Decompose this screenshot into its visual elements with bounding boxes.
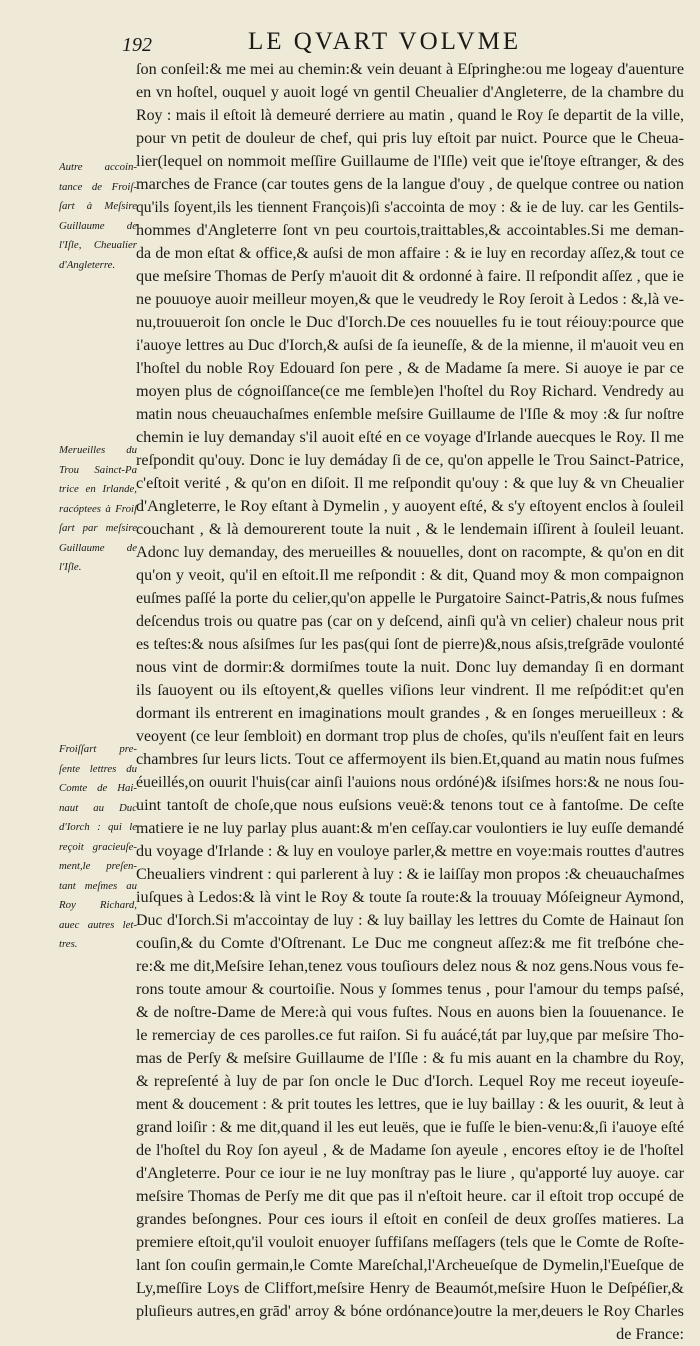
margin-note-line: l'Iſle.: [59, 561, 82, 573]
margin-note-line: d'Angleterre.: [59, 258, 116, 271]
text-line: d'Angleterre. Pour ce iour ie ne luy monſtray pas le liure , qu'apporté luy auoye. car: [136, 1164, 684, 1182]
text-line: es teſtes:& nous aſsiſmes ſur les pas(qui ſont de pierre)&,nous aſsis,treſgrāde voulonté: [136, 636, 684, 653]
margin-note-line: ſart à Meſsire: [59, 200, 137, 212]
text-line: du voyage d'Irlande : & luy en vouloye parler,& mettre en voye:mais routtes d'autres: [136, 842, 684, 860]
margin-note-line: tance de Froiſ-: [59, 180, 137, 193]
text-line: ne pouuoye auoir meilleur moyen,& que le veudredy le Roy ſeroit à Ledos : &,là ve-: [136, 290, 684, 308]
margin-note-line: ment,le preſen-: [59, 860, 137, 872]
text-line: le remerciay de ces parolles.ce fut raiſon. Si fu auácé,tát par luy,que par meſsire Tho-: [136, 1027, 684, 1044]
text-line: nu,trouueroit ſon oncle le Duc d'Iorch.De ces nouuelles fu ie tout réiouy:pource que: [136, 313, 684, 331]
margin-note-line: Merueilles du: [59, 444, 137, 456]
text-line: deſcendus trois ou quatre pas (car on y deſcend, ainſi qu'à vn celier) chaleur nous prit: [136, 613, 684, 630]
text-line: premiere eſtoit,qu'il vouloit enuoyer ſuffiſans meſſagers (tels que le Comte de Roſte-: [136, 1233, 684, 1251]
text-line: éueillés,on ouurit l'huis(car ainſi l'auions nous ordóné)& iſsiſmes hors:& ne nous ſou-: [136, 774, 684, 791]
text-line: ſon conſeil:& me mei au chemin:& vein deuant à Eſpringhe:ou me logeay d'auenture: [136, 60, 684, 78]
text-line: meſsire Thomas de Perſy me dit que pas il n'eſtoit heure. car il eſtoit trop occupé de: [136, 1187, 684, 1205]
text-line: grand loiſir : & me dit,quand il les eut leuës, que ie fuſſe le bien-venu:&,ſi i'auoye eſté: [136, 1119, 684, 1136]
text-line: matiere ie ne luy parlay plus auant:& m'en ceſſay.car voulontiers ie luy euſſe demandé: [136, 820, 684, 837]
text-line: qu'ils ſoyent,ils les tiennent François)ſi s'accointa de moy : & ie de luy. car les Gentils-: [136, 199, 684, 216]
text-line: pluſieurs autres,en grād' arroy & bóne ordónance)outre la mer,deuers le Roy Charles: [136, 1302, 684, 1320]
text-line: uint tantoſt de choſe,que nous euſsions veuë:& tenons tout ce à fantoſme. De ceſte: [136, 796, 684, 814]
margin-note-line: Guillaume de: [59, 541, 137, 554]
margin-note-line: ſart par meſsire: [59, 522, 137, 534]
text-line: l'hoſtel du noble Roy Edouard ſon pere , & de Madame ſa mere. Si auoye ie par ce: [136, 359, 684, 377]
text-line: chambres ſur leurs licts. Tout ce affermoyent ils bien.Et,quand au matin nous fuſmes: [136, 750, 684, 768]
body-text: [136, 58, 684, 1346]
text-line: moyen plus de cógnoiſſance(ce me ſemble)en l'hoſtel du Roy Richard. Vendredy au: [136, 382, 684, 400]
text-line: matin nous cheuauchaſmes enſemble meſsire Guillaume de l'Iſle & moy :& ſur noſtre: [136, 406, 684, 423]
margin-note-line: naut au Duc: [59, 801, 137, 814]
margin-note-line: Roy Richard,: [59, 899, 137, 911]
margin-note-line: d'Iorch : qui le: [59, 821, 137, 833]
text-line: da de mon eſtat & office,& auſsi de mon affaire : & ie luy en recorday aſſez,& tout ce: [136, 245, 684, 262]
text-line: lier(lequel on nommoit meſſire Guillaume de l'Iſle) veit que ie'ſtoye eſtranger, & des: [136, 152, 684, 170]
page-header: [0, 28, 700, 58]
text-line: veoyent (ce leur ſembloit) en dormant trop plus de choſes, qu'ils n'euſſent fait en leurs: [136, 728, 684, 745]
text-line: reſpondit qu'ouy. Donc ie luy demáday ſi de ce, qu'on appelle le Trou Sainct-Patrice,: [136, 451, 684, 469]
text-line: de l'hoſtel du Roy ſon ayeul , & de Madame ſon ayeule , encores eſtoy ie de l'hoſtel: [136, 1141, 684, 1159]
margin-note: [59, 158, 137, 275]
text-line: que meſsire Thomas de Perſy m'auoit dit & ordonné à faire. Il reſpondit aſſez , que ie: [136, 267, 684, 285]
text-line: qu'on y veoit, qu'il en eſtoit.Il me reſpondit : & dit, Quand moy & mon compaignon: [136, 566, 684, 584]
margin-note-line: trice en Irlande,: [59, 483, 137, 495]
text-line: euſmes paſſé la porte du celier,qu'on appelle le Purgatoire Sainct-Patris,& nous fuſmes: [136, 590, 684, 607]
text-line: couchant , & là demourerent toute la nuit , & le lendemain iſſirent à ſouleil leuant.: [136, 520, 684, 538]
margin-note-line: Autre accoin-: [59, 161, 137, 173]
margin-note-line: tres.: [59, 938, 78, 950]
text-line: de France:: [616, 1325, 684, 1343]
margin-note-line: ſente lettres du: [59, 762, 137, 775]
text-line: dormant ils entrerent en imaginations moult grandes , & en ſonges merueilleux : &: [136, 704, 684, 722]
text-line: Roy : mais il eſtoit là demeuré derriere au matin , quand le Roy ſe departit de la ville,: [136, 107, 684, 124]
text-line: d'Angleterre, le Roy eſtant à Dymelin , y auoyent eſté, & s'y eſtoyent enclos à ſouleil: [136, 497, 684, 515]
margin-note: [59, 441, 137, 578]
text-line: rons toute amour & courtoiſie. Nous y ſommes tenus , pour l'amour du temps paſsé,: [136, 980, 684, 998]
text-line: chemin ie luy demanday s'il auoit eſté en ce voyage d'Irlande auecques le Roy. Il me: [136, 428, 684, 446]
text-line: marches de France (car toutes gens de la langue d'ouy , de quelque contree ou nation: [136, 175, 684, 193]
text-line: Cheualiers vindrent : qui parlerent à luy : & ie laiſſay mon propos :& cheuauchaſmes: [136, 865, 684, 883]
text-line: pour vn petit de douleur de chef, qui pris luy eſtoit par nuict. Pource que le Cheua-: [136, 129, 684, 147]
text-line: nous vint de dormir:& dormiſmes toute la nuit. Donc luy demanday ſi en dormant: [136, 658, 684, 676]
margin-note-line: racóptees à Froiſ: [59, 502, 137, 515]
text-line: Adonc luy demanday, des merueilles & nouuelles, dont on racompte, & qu'on en dit: [136, 543, 684, 561]
margin-note-line: reçoit gracieuſe-: [59, 840, 137, 853]
text-line: en vn hoſtel, ouquel y auoit logé vn gentil Cheualier d'Angleterre, de la chambre du: [136, 83, 684, 101]
text-line: couſin,& du Comte d'Oſtrenant. Le Duc me congneut aſſez:& me fit treſbóne che-: [136, 934, 684, 952]
text-line: Ly,meſſire Loys de Cliffort,meſsire Henry de Beaumót,meſsire Huon le Deſpéſier,&: [136, 1279, 684, 1297]
text-line: re:& me dit,Meſsire Iehan,tenez vous touſiours delez nous & noz gens.Nous vous fe-: [136, 957, 684, 975]
margin-note: [59, 740, 137, 955]
text-line: lant ſon couſin germain,le Comte Mareſchal,l'Archeueſque de Dymelin,l'Eueſque de: [136, 1256, 684, 1274]
text-line: c'eſtoit verité , & qu'on en diſoit. Il me reſpondit qu'ouy : & que luy & vn Cheualier: [136, 474, 684, 492]
margin-note-line: l'Iſle, Cheualier: [59, 239, 137, 251]
text-line: i'auoye lettres au Duc d'Iorch,& auſsi de ſa ieuneſſe, & de la mienne, il m'auoit veu en: [136, 337, 684, 354]
text-line: grandes beſongnes. Pour ces iours il eſtoit en conſeil de deux groſſes matieres. La: [136, 1210, 684, 1228]
text-line: ment & doucement : & prit toutes les lettres, que ie luy baillay : & les ouurit, & leut à: [136, 1096, 684, 1113]
margin-note-line: Comte de Hai-: [59, 782, 137, 794]
text-line: iuſques à Ledos:& là vint le Roy & toute ſa route:& la trouuay Móſeigneur Aymond,: [136, 888, 684, 906]
text-line: & repreſenté à luy de par ſon oncle le Duc d'Iorch. Lequel Roy me receut ioyeuſe-: [136, 1072, 684, 1090]
text-line: & de noſtre-Dame de Mere:à qui vous fuſtes. Nous en auons bien la ſouuenance. Ie: [136, 1003, 684, 1021]
margin-note-line: Trou Sainct-Pa: [59, 463, 137, 476]
margin-note-line: Froiſſart pre-: [59, 743, 137, 755]
running-title: LE QVART VOLVME: [248, 28, 522, 55]
text-line: Duc d'Iorch.Si m'accointay de luy : & luy baillay les lettres du Comte de Hainaut ſon: [136, 912, 684, 929]
margin-note-line: tant meſmes au: [59, 879, 137, 892]
margin-note-line: auec autres let-: [59, 918, 137, 931]
text-line: ils ſauoyent ou ils eſtoyent,& quelles viſions leur vindrent. Il me reſpódit:et qu'en: [136, 681, 684, 699]
text-line: mas de Perſy & meſsire Guillaume de l'Iſle : & fu mis auant en la chambre du Roy,: [136, 1049, 684, 1067]
page-number: 192: [122, 34, 152, 56]
margin-note-line: Guillaume de: [59, 219, 137, 232]
text-line: hommes d'Angleterre ſont vn peu courtois,traittables,& accointables.Si me deman-: [136, 221, 684, 239]
